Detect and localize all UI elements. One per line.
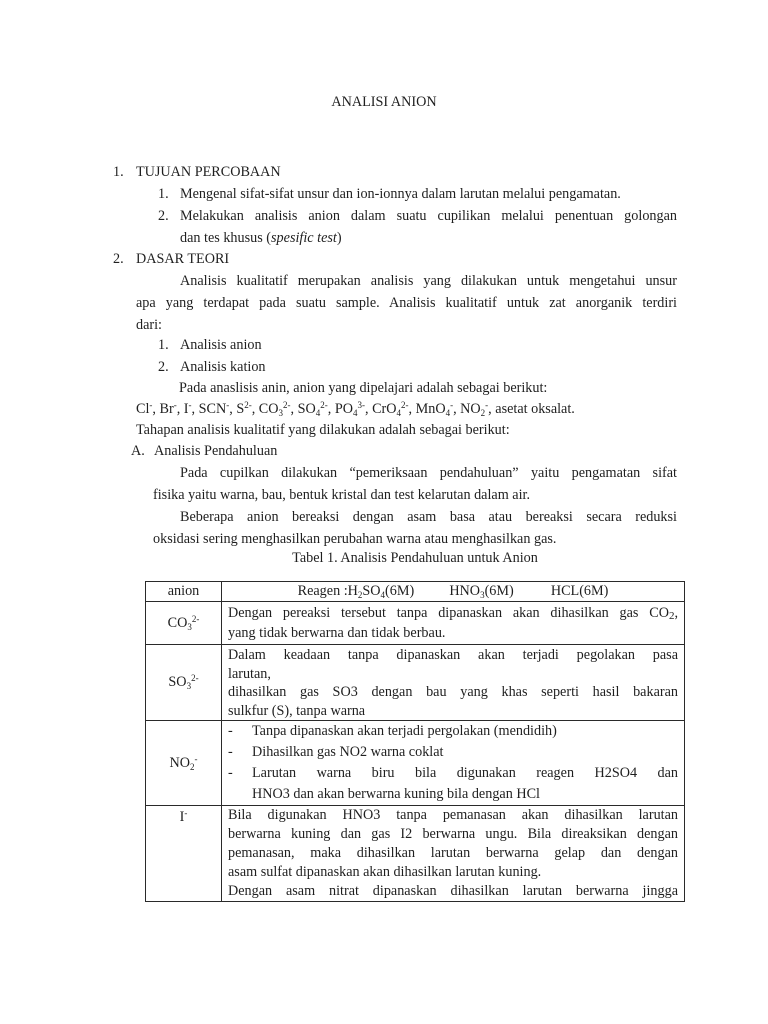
- section-number: 1.: [113, 164, 124, 180]
- paragraph-line: oksidasi sering menghasilkan perubahan warna atau menghasilkan gas.: [153, 531, 557, 547]
- table-row: [146, 806, 685, 902]
- paragraph-line: dari:: [136, 317, 162, 333]
- list-number: 1.: [158, 337, 169, 353]
- anion-cell: $SO_3^{2-}$: [146, 645, 222, 721]
- paragraph-line: fisika yaitu warna, bau, bentuk kristal dan test kelarutan dalam air.: [153, 487, 531, 503]
- paragraph-line: apa yang terdapat pada suatu sample. Analisis kualitatif untuk zat anorganik terdiri: [136, 295, 677, 311]
- table-row: [146, 721, 685, 806]
- list-item-text: Analisis anion: [180, 337, 262, 353]
- list-item-text: Melakukan analisis anion dalam suatu cupilikan melalui penentuan golongan: [180, 208, 677, 224]
- subsection-heading: Analisis Pendahuluan: [154, 443, 278, 459]
- section-number: 2.: [113, 251, 124, 267]
- list-item: - Dihasilkan gas NO2 warna coklat: [222, 742, 678, 763]
- table-header-cell: Reagen $:H_2SO_4(6M)$ $HNO_3(6M)$ HCL(6M): [222, 582, 685, 602]
- reaction-cell: Bila digunakan HNO3 tanpa pemanasan akan dihasilkan larutan berwarna kuning dan gas I2 berwarna ungu. Bila direaksikan dengan pemanasan, maka dihasilkan larutan berwarna gelap dan dengan asam sulfat dipanaskan akan dihasilkan larutan kuning. Dengan asam nitrat dipanaskan dihasilkan larutan berwarna jingga: [222, 806, 685, 902]
- list-item: HNO3 dan akan berwarna kuning bila dengan HCl: [252, 786, 541, 802]
- anion-cell: I-: [146, 806, 222, 902]
- paragraph-line: Pada anaslisis anin, anion yang dipelajari adalah sebagai berikut:: [179, 380, 548, 396]
- anion-cell: $CO_3^{2-}$: [146, 602, 222, 645]
- table-row: [146, 602, 685, 645]
- list-item-text: Analisis kation: [180, 359, 266, 375]
- italic-term: spesific test: [271, 230, 337, 246]
- list-number: 2.: [158, 208, 169, 224]
- list-item-text-continued: dan tes khusus (spesific test): [180, 230, 342, 246]
- list-number: 1.: [158, 186, 169, 202]
- table-header-row: [146, 582, 685, 602]
- reaction-cell: Dalam keadaan tanpa dipanaskan akan terjadi pegolakan pasa larutan, dihasilkan gas SO3 dengan bau yang khas seperti hasil bakaran sulkfur (S), tanpa warna: [222, 645, 685, 721]
- paragraph-line: Tahapan analisis kualitatif yang dilakukan adalah sebagai berikut:: [136, 422, 510, 438]
- reaction-cell: [222, 721, 685, 806]
- paragraph-line: Pada cupilkan dilakukan “pemeriksaan pendahuluan” yaitu pengamatan sifat: [180, 465, 677, 481]
- anion-table: [145, 581, 685, 902]
- list-number: 2.: [158, 359, 169, 375]
- anion-list: Cl-, Br-, I-, SCN-, $S^{2-}$, $CO_3^{2-}$, $SO_4^{2-}$, $PO_4^{3-}$, CrO$_4^{2-}$, MnO$_4$-, $NO_2^-$, asetat oksalat.: [136, 400, 575, 418]
- anion-cell: $NO_2^-$: [146, 721, 222, 806]
- list-item: - Larutan warna biru bila digunakan reagen H2SO4 dan: [222, 763, 678, 784]
- table-row: [146, 645, 685, 721]
- section-heading: DASAR TEORI: [136, 251, 230, 267]
- paragraph-line: Beberapa anion bereaksi dengan asam basa atau bereaksi secara reduksi: [180, 509, 677, 525]
- table-caption: Tabel 1. Analisis Pendahuluan untuk Anion: [292, 550, 538, 566]
- table-header-cell: anion: [146, 582, 222, 602]
- reaction-cell: Dengan pereaksi tersebut tanpa dipanaskan akan dihasilkan gas $CO_2$, yang tidak berwarna dan tidak berbau.: [222, 602, 685, 645]
- page-title: ANALISI ANION: [331, 94, 437, 110]
- section-heading: TUJUAN PERCOBAAN: [136, 164, 281, 180]
- list-item-text: Mengenal sifat-sifat unsur dan ion-ionnya dalam larutan melalui pengamatan.: [180, 186, 621, 202]
- list-item: - Tanpa dipanaskan akan terjadi pergolakan (mendidih): [222, 721, 678, 742]
- subsection-letter: A.: [131, 443, 145, 459]
- paragraph-line: Analisis kualitatif merupakan analisis yang dilakukan untuk mengetahui unsur: [180, 273, 677, 289]
